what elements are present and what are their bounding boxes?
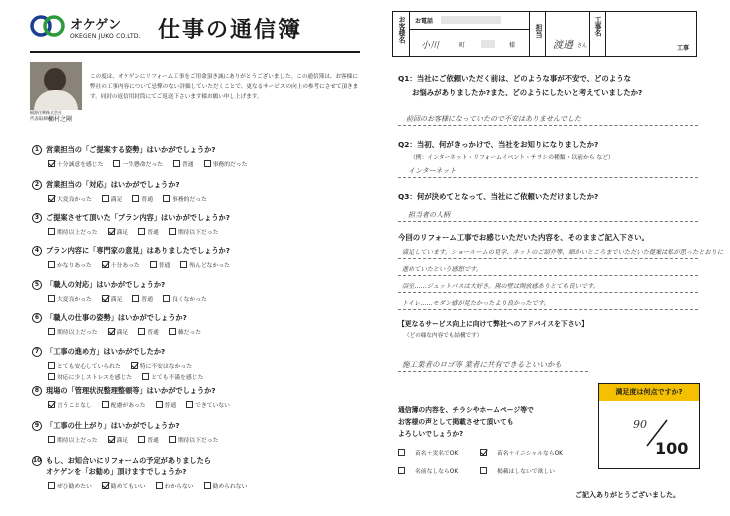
option-row — [48, 481, 247, 490]
option-10-2[interactable] — [102, 481, 146, 490]
option-row — [48, 327, 201, 336]
checkbox[interactable] — [142, 373, 149, 380]
checkbox[interactable] — [132, 295, 139, 302]
option-4-3[interactable] — [150, 260, 171, 269]
logo-english: OKEGEN JUKO CO.LTD. — [70, 33, 141, 40]
option-9-3[interactable] — [138, 435, 159, 444]
checked-checkbox[interactable] — [108, 436, 115, 443]
checkbox[interactable] — [113, 160, 120, 167]
option-1-3[interactable] — [173, 159, 194, 168]
option-3-4[interactable] — [169, 227, 219, 236]
q2-example: （例：インターネット・リフォームイベント・チラシの種類・以前から など） — [410, 155, 614, 161]
answer-line — [398, 125, 698, 126]
checkbox[interactable] — [186, 401, 193, 408]
staff-name-handwritten: 渡邉 — [553, 40, 573, 51]
option-label: 雑だった — [177, 330, 202, 336]
checked-checkbox[interactable] — [48, 160, 55, 167]
option-9-4[interactable] — [169, 435, 219, 444]
option-8-2[interactable] — [102, 400, 146, 409]
answer-line — [398, 258, 698, 259]
question-9 — [32, 421, 180, 431]
option-label: 勧められない — [212, 484, 248, 490]
president-company: 桶源住興株式会社 — [30, 110, 62, 115]
option-label: 期待以下だった — [177, 230, 219, 236]
option-label: 期待以下だった — [177, 438, 219, 444]
option-label: 満足 — [116, 230, 129, 236]
option-label: 一生懸命だった — [122, 162, 163, 168]
checkbox[interactable] — [48, 373, 55, 380]
option-7-4[interactable] — [142, 372, 203, 381]
publish-question-3: よろしいでしょうか? — [398, 430, 464, 438]
question-text: 「職人の仕事の姿勢」はいかがでしょうか? — [46, 313, 187, 322]
divider — [605, 12, 606, 56]
checkbox[interactable] — [169, 328, 176, 335]
checkbox[interactable] — [180, 261, 187, 268]
score-value: 90 — [633, 418, 647, 431]
option-row — [48, 194, 207, 203]
option-label: 配慮があった — [110, 403, 146, 409]
option-2-2[interactable] — [102, 194, 123, 203]
option-3-3[interactable] — [138, 227, 159, 236]
option-label: 殆んどなかった — [189, 263, 230, 269]
divider — [529, 12, 530, 56]
checked-checkbox[interactable] — [102, 261, 109, 268]
checkbox[interactable] — [102, 195, 109, 202]
option-label: 満足 — [110, 297, 123, 303]
score-heading: 満足度は何点ですか? — [599, 384, 699, 401]
option-label: 苗名＋イニシャルならOK — [497, 451, 563, 457]
question-text: プラン内容に「専門家の意見」はありましたでしょうか? — [46, 246, 230, 255]
option-10-1[interactable] — [48, 481, 92, 490]
question-text: 営業担当の「対応」はいかがでしょうか? — [46, 180, 180, 189]
checked-checkbox[interactable] — [48, 195, 55, 202]
satisfaction-score-box — [598, 383, 700, 469]
question-number: 6 — [32, 313, 42, 323]
customer-label: お客様名 — [397, 16, 405, 44]
option-8-3[interactable] — [156, 400, 177, 409]
option-row — [48, 435, 218, 444]
option-label: 掲載はしないで欲しい — [497, 469, 555, 475]
q1-text: Q1：当社にご依頼いただく前は、どのような事が不安で、どのような — [398, 74, 631, 83]
question-number: 1 — [32, 145, 42, 155]
option-label: 期待以上だった — [57, 230, 98, 236]
option-5-4[interactable] — [163, 294, 207, 303]
checkbox[interactable] — [48, 362, 55, 369]
option-label: 大変良かった — [57, 197, 92, 203]
option-4-1[interactable] — [48, 260, 92, 269]
question-text-2: オケゲンを「お勧め」頂けますでしょうか? — [46, 467, 187, 476]
president-photo — [30, 62, 82, 110]
question-number: 10 — [33, 457, 42, 464]
checkbox[interactable] — [132, 195, 139, 202]
question-number: 4 — [32, 246, 42, 256]
q1-answer: 前回のお客様になっていたので不安はありませんでした — [406, 115, 581, 123]
option-6-3[interactable] — [138, 327, 159, 336]
customer-cho: 町 — [459, 42, 466, 49]
option-row — [48, 294, 207, 303]
publish-option-2[interactable] — [480, 448, 563, 457]
option-label: 対応に少しストレスを感じた — [57, 375, 133, 381]
question-number: 9 — [32, 421, 42, 431]
option-label: 普通 — [164, 403, 177, 409]
option-label: 普通 — [158, 263, 171, 269]
checked-checkbox[interactable] — [102, 482, 109, 489]
photo-body — [34, 90, 78, 110]
question-4 — [32, 246, 230, 256]
question-text: 営業担当の「ご提案する姿勢」はいかがでしょうか? — [46, 145, 216, 154]
divider — [589, 12, 590, 56]
checkbox[interactable] — [48, 228, 55, 235]
publish-option-4[interactable] — [480, 466, 555, 475]
option-label: できていない — [195, 403, 230, 409]
advice-heading: 【更なるサービス向上に向けて弊社へのアドバイスを下さい】 — [398, 320, 589, 328]
checked-checkbox[interactable] — [108, 228, 115, 235]
answer-line — [398, 275, 698, 276]
option-row — [48, 260, 230, 269]
checked-checkbox[interactable] — [131, 362, 138, 369]
option-4-2[interactable] — [102, 260, 140, 269]
checkbox[interactable] — [169, 436, 176, 443]
question-7 — [32, 347, 165, 357]
option-label: とても不満を感じた — [151, 375, 204, 381]
staff-san: さん — [577, 43, 588, 49]
option-8-4[interactable] — [186, 400, 230, 409]
question-number: 2 — [32, 180, 42, 190]
photo-head — [44, 68, 66, 92]
option-label: 期待以上だった — [57, 438, 98, 444]
question-10 — [32, 456, 211, 466]
option-2-4[interactable] — [163, 194, 207, 203]
question-6 — [32, 313, 187, 323]
answer-line — [398, 177, 698, 178]
option-label: 普通 — [141, 197, 154, 203]
divider — [409, 29, 529, 30]
question-number: 8 — [32, 386, 42, 396]
impression-answer-1: 満足しています。ショールームの見学、ネットのご紹介等、細かいところまでいただいた提案は私が思ったとおりに — [402, 249, 724, 256]
staff-label: 担当 — [534, 24, 542, 38]
checkbox[interactable] — [156, 482, 163, 489]
customer-sama: 様 — [509, 42, 516, 49]
option-3-1[interactable] — [48, 227, 98, 236]
option-label: 満足 — [110, 197, 123, 203]
impression-answer-3: 浴室……ジェットバスは大好き。黒の壁は開放感ありとても良いです。 — [402, 283, 600, 290]
option-label: 十分誠意を感じた — [57, 162, 104, 168]
option-6-4[interactable] — [169, 327, 201, 336]
option-label: 十分あった — [110, 263, 140, 269]
question-1 — [32, 145, 215, 155]
advice-answer: 施工業者のロゴ等 業者に共有できるといいかも — [402, 360, 562, 369]
option-label: 大変良かった — [57, 297, 92, 303]
answer-line — [398, 371, 588, 372]
phone-redacted — [441, 16, 501, 24]
q2-text: Q2：当初、何がきっかけで、当社をお知りになりましたか? — [398, 140, 599, 149]
option-4-4[interactable] — [180, 260, 230, 269]
option-label: 特に不安はなかった — [139, 364, 192, 370]
option-1-2[interactable] — [113, 159, 163, 168]
checkbox[interactable] — [163, 295, 170, 302]
checkbox[interactable] — [163, 195, 170, 202]
option-label: とても安心していられた — [57, 364, 121, 370]
title-underline — [30, 51, 360, 53]
president-role: 代表取締役 — [30, 117, 53, 122]
checked-checkbox[interactable] — [102, 295, 109, 302]
option-row — [48, 372, 203, 381]
checked-checkbox[interactable] — [48, 401, 55, 408]
checkbox[interactable] — [173, 160, 180, 167]
checkbox[interactable] — [48, 295, 55, 302]
checkbox[interactable] — [150, 261, 157, 268]
checkbox[interactable] — [398, 467, 405, 474]
checked-checkbox[interactable] — [108, 328, 115, 335]
logo-name: オケゲン — [70, 18, 121, 33]
publish-question-1: 通信簿の内容を、チラシやホームページ等で — [398, 406, 534, 414]
question-text: 「工事の進め方」はいかがでしたか? — [46, 347, 166, 356]
option-8-1[interactable] — [48, 400, 92, 409]
option-label: 期待以上だった — [57, 330, 98, 336]
option-7-3[interactable] — [48, 372, 132, 381]
checkbox[interactable] — [48, 482, 55, 489]
intro-text: この度は、オケゲンにリフォーム工事をご用命頂き誠にありがとうございました。この通信簿は、お客様に弊社の工事内容について忌憚のない評価していただくことで、更なるサービスの向上の参考にさせて頂きます。同封の返信用封筒にてご返送下さいます様お願い申し上げます。 — [90, 74, 359, 100]
publish-option-1[interactable] — [398, 448, 458, 457]
option-row — [48, 361, 192, 370]
checkbox[interactable] — [138, 436, 145, 443]
answer-line — [398, 309, 698, 310]
option-5-1[interactable] — [48, 294, 92, 303]
question-number: 7 — [32, 347, 42, 357]
answer-line — [398, 221, 698, 222]
president-name: 桶村之剛 — [48, 116, 73, 123]
thanks-message: ご記入ありがとうございました。 — [575, 491, 680, 499]
checkbox[interactable] — [102, 401, 109, 408]
option-10-3[interactable] — [156, 481, 194, 490]
option-1-1[interactable] — [48, 159, 103, 168]
option-label: 普通 — [147, 230, 159, 236]
publish-option-3[interactable] — [398, 466, 458, 475]
option-6-1[interactable] — [48, 327, 98, 336]
okegen-logo-mark — [30, 15, 66, 37]
checkbox[interactable] — [138, 228, 145, 235]
question-5 — [32, 280, 165, 290]
option-2-3[interactable] — [132, 194, 153, 203]
checkbox[interactable] — [48, 261, 55, 268]
option-6-2[interactable] — [108, 327, 129, 336]
option-row — [48, 159, 247, 168]
option-label: 事務的だった — [212, 162, 248, 168]
option-label: 事務的だった — [172, 197, 207, 203]
divider — [409, 12, 410, 56]
option-7-2[interactable] — [131, 361, 192, 370]
customer-name-handwritten: 小川 — [421, 41, 440, 51]
option-label: 満足 — [116, 330, 129, 336]
divider — [545, 12, 546, 56]
impression-answer-4: トイレ……モダン感が見たかったより良かったです。 — [402, 300, 550, 307]
q2-answer: インターネット — [408, 167, 457, 175]
answer-line — [398, 292, 698, 293]
question-number: 3 — [32, 213, 42, 223]
score-max: 100 — [655, 439, 689, 458]
option-label: 普通 — [141, 297, 154, 303]
option-1-4[interactable] — [204, 159, 248, 168]
question-8 — [32, 386, 215, 396]
checkbox[interactable] — [204, 482, 211, 489]
publish-question-2: お客様の声として掲載させて頂いても — [398, 418, 514, 426]
option-label: かなりあった — [57, 263, 92, 269]
option-label: 満足 — [116, 438, 129, 444]
question-text: ご提案させて頂いた「プラン内容」はいかがでしょうか? — [46, 213, 230, 222]
option-label: 言うことなし — [57, 403, 92, 409]
checkbox[interactable] — [398, 449, 405, 456]
name-redacted — [481, 40, 495, 48]
option-row — [48, 227, 218, 236]
checkbox[interactable] — [156, 401, 163, 408]
option-9-1[interactable] — [48, 435, 98, 444]
checkbox[interactable] — [169, 228, 176, 235]
option-label: 普通 — [181, 162, 194, 168]
checked-checkbox[interactable] — [480, 449, 487, 456]
option-5-3[interactable] — [132, 294, 153, 303]
option-7-1[interactable] — [48, 361, 121, 370]
option-5-2[interactable] — [102, 294, 123, 303]
checkbox[interactable] — [138, 328, 145, 335]
option-label: 名前なしならOK — [415, 469, 459, 475]
checkbox[interactable] — [204, 160, 211, 167]
question-2 — [32, 180, 180, 190]
checkbox[interactable] — [48, 328, 55, 335]
option-label: 勧めてもいい — [110, 484, 146, 490]
option-row — [48, 400, 230, 409]
option-label: 普通 — [147, 330, 159, 336]
question-text: 現場の「管理状況整理整頓等」はいかがでしょうか? — [46, 386, 216, 395]
question-text: 「工事の仕上がり」はいかがでしょうか? — [46, 421, 180, 430]
option-label: 苗名＋実名でOK — [415, 451, 459, 457]
page-title: 仕事の通信簿 — [158, 18, 303, 43]
option-2-1[interactable] — [48, 194, 92, 203]
option-9-2[interactable] — [108, 435, 129, 444]
question-text: 「職人の対応」はいかがでしょうか? — [46, 280, 166, 289]
work-suffix: 工事 — [677, 45, 690, 52]
option-3-2[interactable] — [108, 227, 129, 236]
checkbox[interactable] — [480, 467, 487, 474]
question-3 — [32, 213, 230, 223]
option-label: 良くなかった — [172, 297, 207, 303]
q3-answer: 担当者の人柄 — [408, 211, 450, 219]
option-label: ぜひ勧めたい — [57, 484, 92, 490]
work-label: 工事名 — [593, 16, 601, 37]
option-10-4[interactable] — [204, 481, 248, 490]
advice-sub: （どの様な内容でも結構です） — [404, 333, 483, 339]
q3-text: Q3：何が決めてとなって、当社にご依頼いただけましたか? — [398, 192, 599, 201]
option-label: 普通 — [147, 438, 159, 444]
checkbox[interactable] — [48, 436, 55, 443]
impression-answer-2: 進めていたという感想です。 — [402, 266, 482, 273]
q1-text-2: お悩みがありましたか?また、どのようにしたいと考えていましたか? — [412, 88, 643, 97]
question-number: 5 — [32, 280, 42, 290]
option-label: わからない — [164, 484, 194, 490]
customer-info-table — [392, 11, 697, 57]
impression-question: 今回のリフォーム工事でお感じいただいた内容を、そのままご記入下さい。 — [398, 233, 649, 242]
phone-label: お電話 — [415, 18, 434, 25]
question-text: もし、お知合いにリフォームの予定がありましたら — [46, 456, 211, 465]
